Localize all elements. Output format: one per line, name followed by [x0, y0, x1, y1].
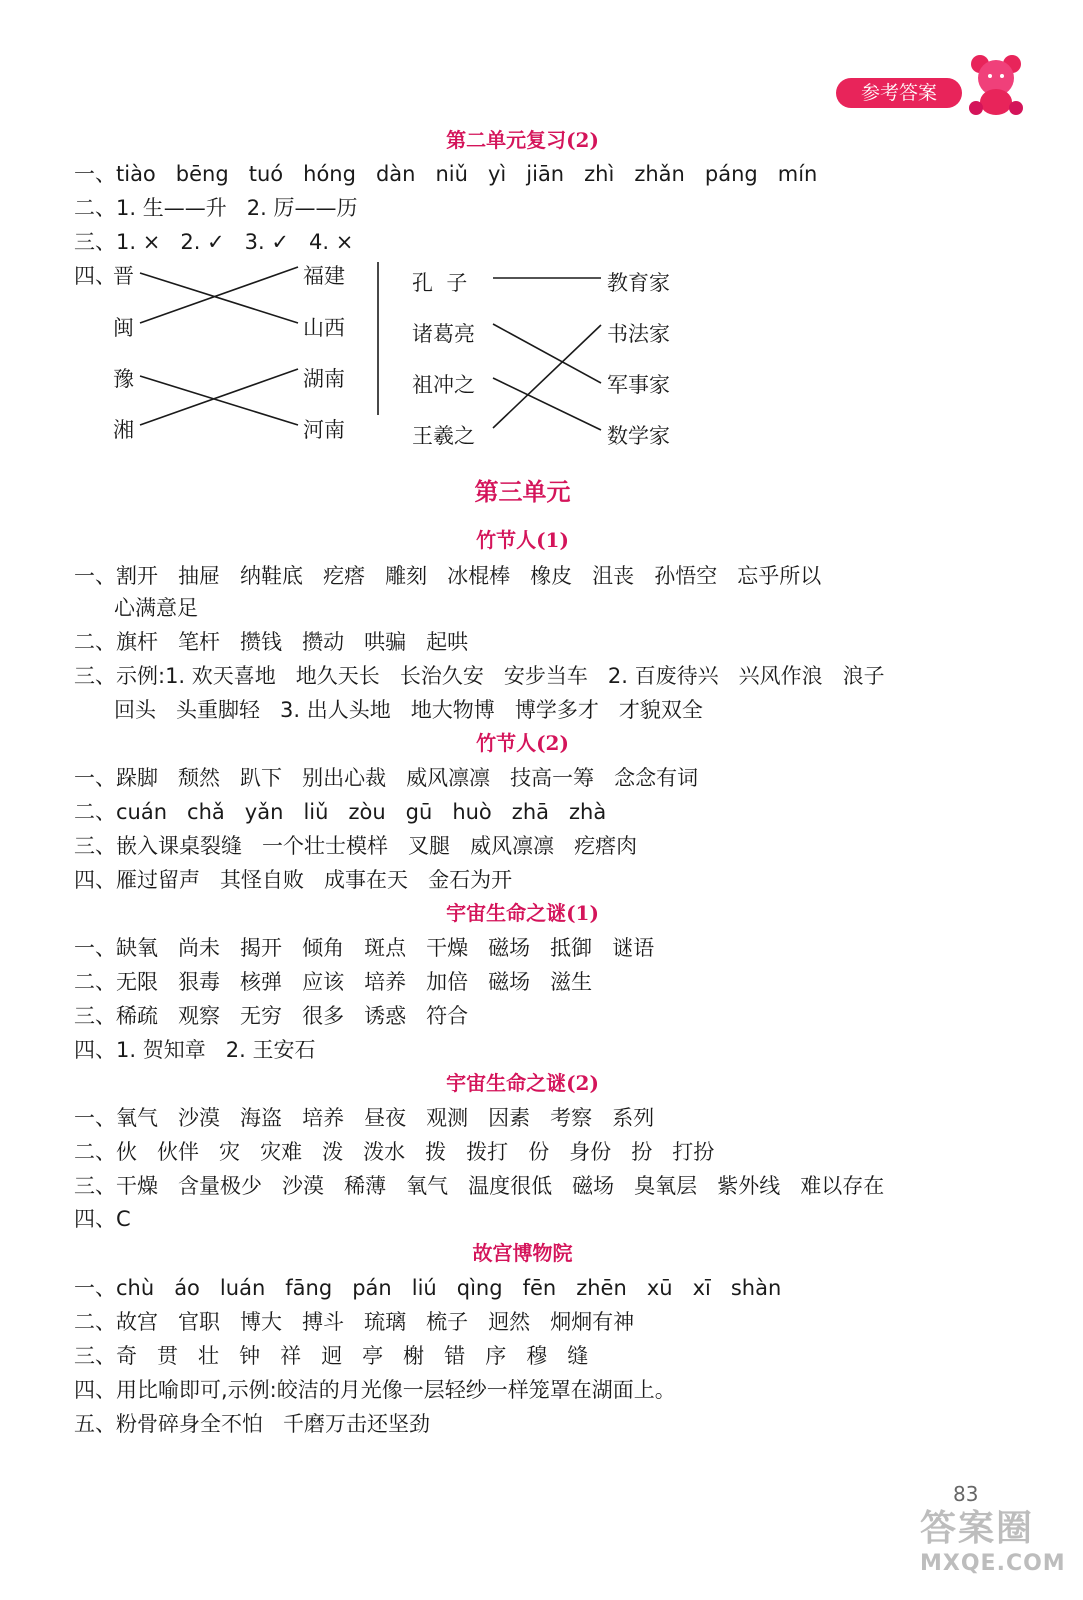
answer-line: 一、缺氧 尚未 揭开 倾角 斑点 干燥 磁场 抵御 谜语 [74, 936, 655, 960]
match-left-item: 豫 [113, 367, 134, 391]
match-line [140, 267, 298, 323]
lesson-title: 竹节人(1) [476, 528, 569, 552]
answer-line: 二、cuán chǎ yǎn liǔ zòu gū huò zhā zhà [74, 800, 607, 824]
match-left-target: 湖南 [303, 367, 345, 391]
match-left-item: 湘 [113, 418, 134, 442]
answer-line: 心满意足 [114, 596, 198, 620]
answer-line: 三、干燥 含量极少 沙漠 稀薄 氧气 温度很低 磁场 臭氧层 紫外线 难以存在 [74, 1174, 885, 1198]
match-left-item: 闽 [113, 316, 134, 340]
answer-line: 二、伙 伙伴 灾 灾难 泼 泼水 拨 拨打 份 身份 扮 打扮 [74, 1140, 715, 1164]
match-line [493, 324, 601, 383]
match-line [493, 378, 601, 430]
answer-line: 四、用比喻即可,示例:皎洁的月光像一层轻纱一样笼罩在湖面上。 [74, 1378, 676, 1402]
match-line [140, 273, 298, 323]
answer-line: 一、氧气 沙漠 海盗 培养 昼夜 观测 因素 考察 系列 [74, 1106, 655, 1130]
section-title-review: 第二单元复习(2) [446, 128, 599, 152]
answer-line: 回头 头重脚轻 3. 出人头地 地大物博 博学多才 才貌双全 [114, 698, 703, 722]
answer-line: 三、奇 贯 壮 钟 祥 迥 亭 榭 错 序 穆 缝 [74, 1344, 589, 1368]
match-right-target: 数学家 [607, 424, 670, 448]
lesson-title: 宇宙生命之谜(2) [446, 1071, 599, 1095]
match-line [140, 369, 298, 425]
answer-line: 一、跺脚 颓然 趴下 别出心裁 威风凛凛 技高一筹 念念有词 [74, 766, 699, 790]
answer-line: 一、割开 抽屉 纳鞋底 疙瘩 雕刻 冰棍棒 橡皮 沮丧 孙悟空 忘乎所以 [74, 564, 822, 588]
lesson-title: 竹节人(2) [476, 731, 569, 755]
answer-line: 四、雁过留声 其怪自败 成事在天 金石为开 [74, 868, 513, 892]
match-left-item: 晋 [113, 264, 134, 288]
answer-line: 三、稀疏 观察 无穷 很多 诱惑 符合 [74, 1004, 469, 1028]
match-left-target: 福建 [303, 264, 345, 288]
answer-line: 四、1. 贺知章 2. 王安石 [74, 1038, 316, 1062]
answer-line: 二、无限 狠毒 核弹 应该 培养 加倍 磁场 滋生 [74, 970, 593, 994]
match-right-target: 书法家 [607, 322, 670, 346]
answer-key-badge: 参考答案 [836, 78, 962, 108]
answer-line: 三、示例:1. 欢天喜地 地久天长 长治久安 安步当车 2. 百废待兴 兴风作浪 浪子 [74, 664, 885, 688]
lesson-title: 宇宙生命之谜(1) [446, 901, 599, 925]
answer-line-prefix: 四、 [74, 264, 116, 288]
answer-line: 二、旗杆 笔杆 攒钱 攒动 哄骗 起哄 [74, 630, 469, 654]
answer-line: 四、C [74, 1207, 131, 1231]
match-right-target: 军事家 [607, 373, 670, 397]
answer-line: 一、chù áo luán fāng pán liú qìng fēn zhēn xū xī shàn [74, 1276, 782, 1300]
page-number: 83 [953, 1482, 979, 1506]
answer-line: 五、粉骨碎身全不怕 千磨万击还坚劲 [74, 1412, 431, 1436]
answer-line: 二、1. 生——升 2. 厉——历 [74, 196, 358, 220]
answer-line: 二、故宫 官职 博大 搏斗 琉璃 梳子 迥然 炯炯有神 [74, 1310, 635, 1334]
match-left-target: 山西 [303, 316, 345, 340]
unit-title: 第三单元 [474, 477, 571, 506]
lesson-title: 故宫博物院 [472, 1241, 573, 1265]
match-right-item: 孔 子 [412, 271, 468, 295]
match-line [493, 325, 601, 428]
answer-line: 一、tiào bēng tuó hóng dàn niǔ yì jiān zhì zhǎn páng mín [74, 162, 818, 186]
watermark-logo [920, 1500, 1070, 1590]
match-right-item: 诸葛亮 [412, 322, 475, 346]
watermark-url: MXQE.COM [920, 1551, 1066, 1576]
match-left-target: 河南 [303, 418, 345, 442]
answer-line: 三、嵌入课桌裂缝 一个壮士模样 叉腿 威风凛凛 疙瘩肉 [74, 834, 638, 858]
match-right-item: 祖冲之 [412, 373, 475, 397]
matching-lines [0, 0, 1083, 470]
answer-line: 三、1. × 2. ✓ 3. ✓ 4. × [74, 230, 354, 254]
watermark-text: 答案圈 [920, 1508, 1035, 1549]
match-right-target: 教育家 [607, 271, 670, 295]
match-right-item: 王羲之 [412, 424, 475, 448]
match-line [140, 376, 298, 425]
